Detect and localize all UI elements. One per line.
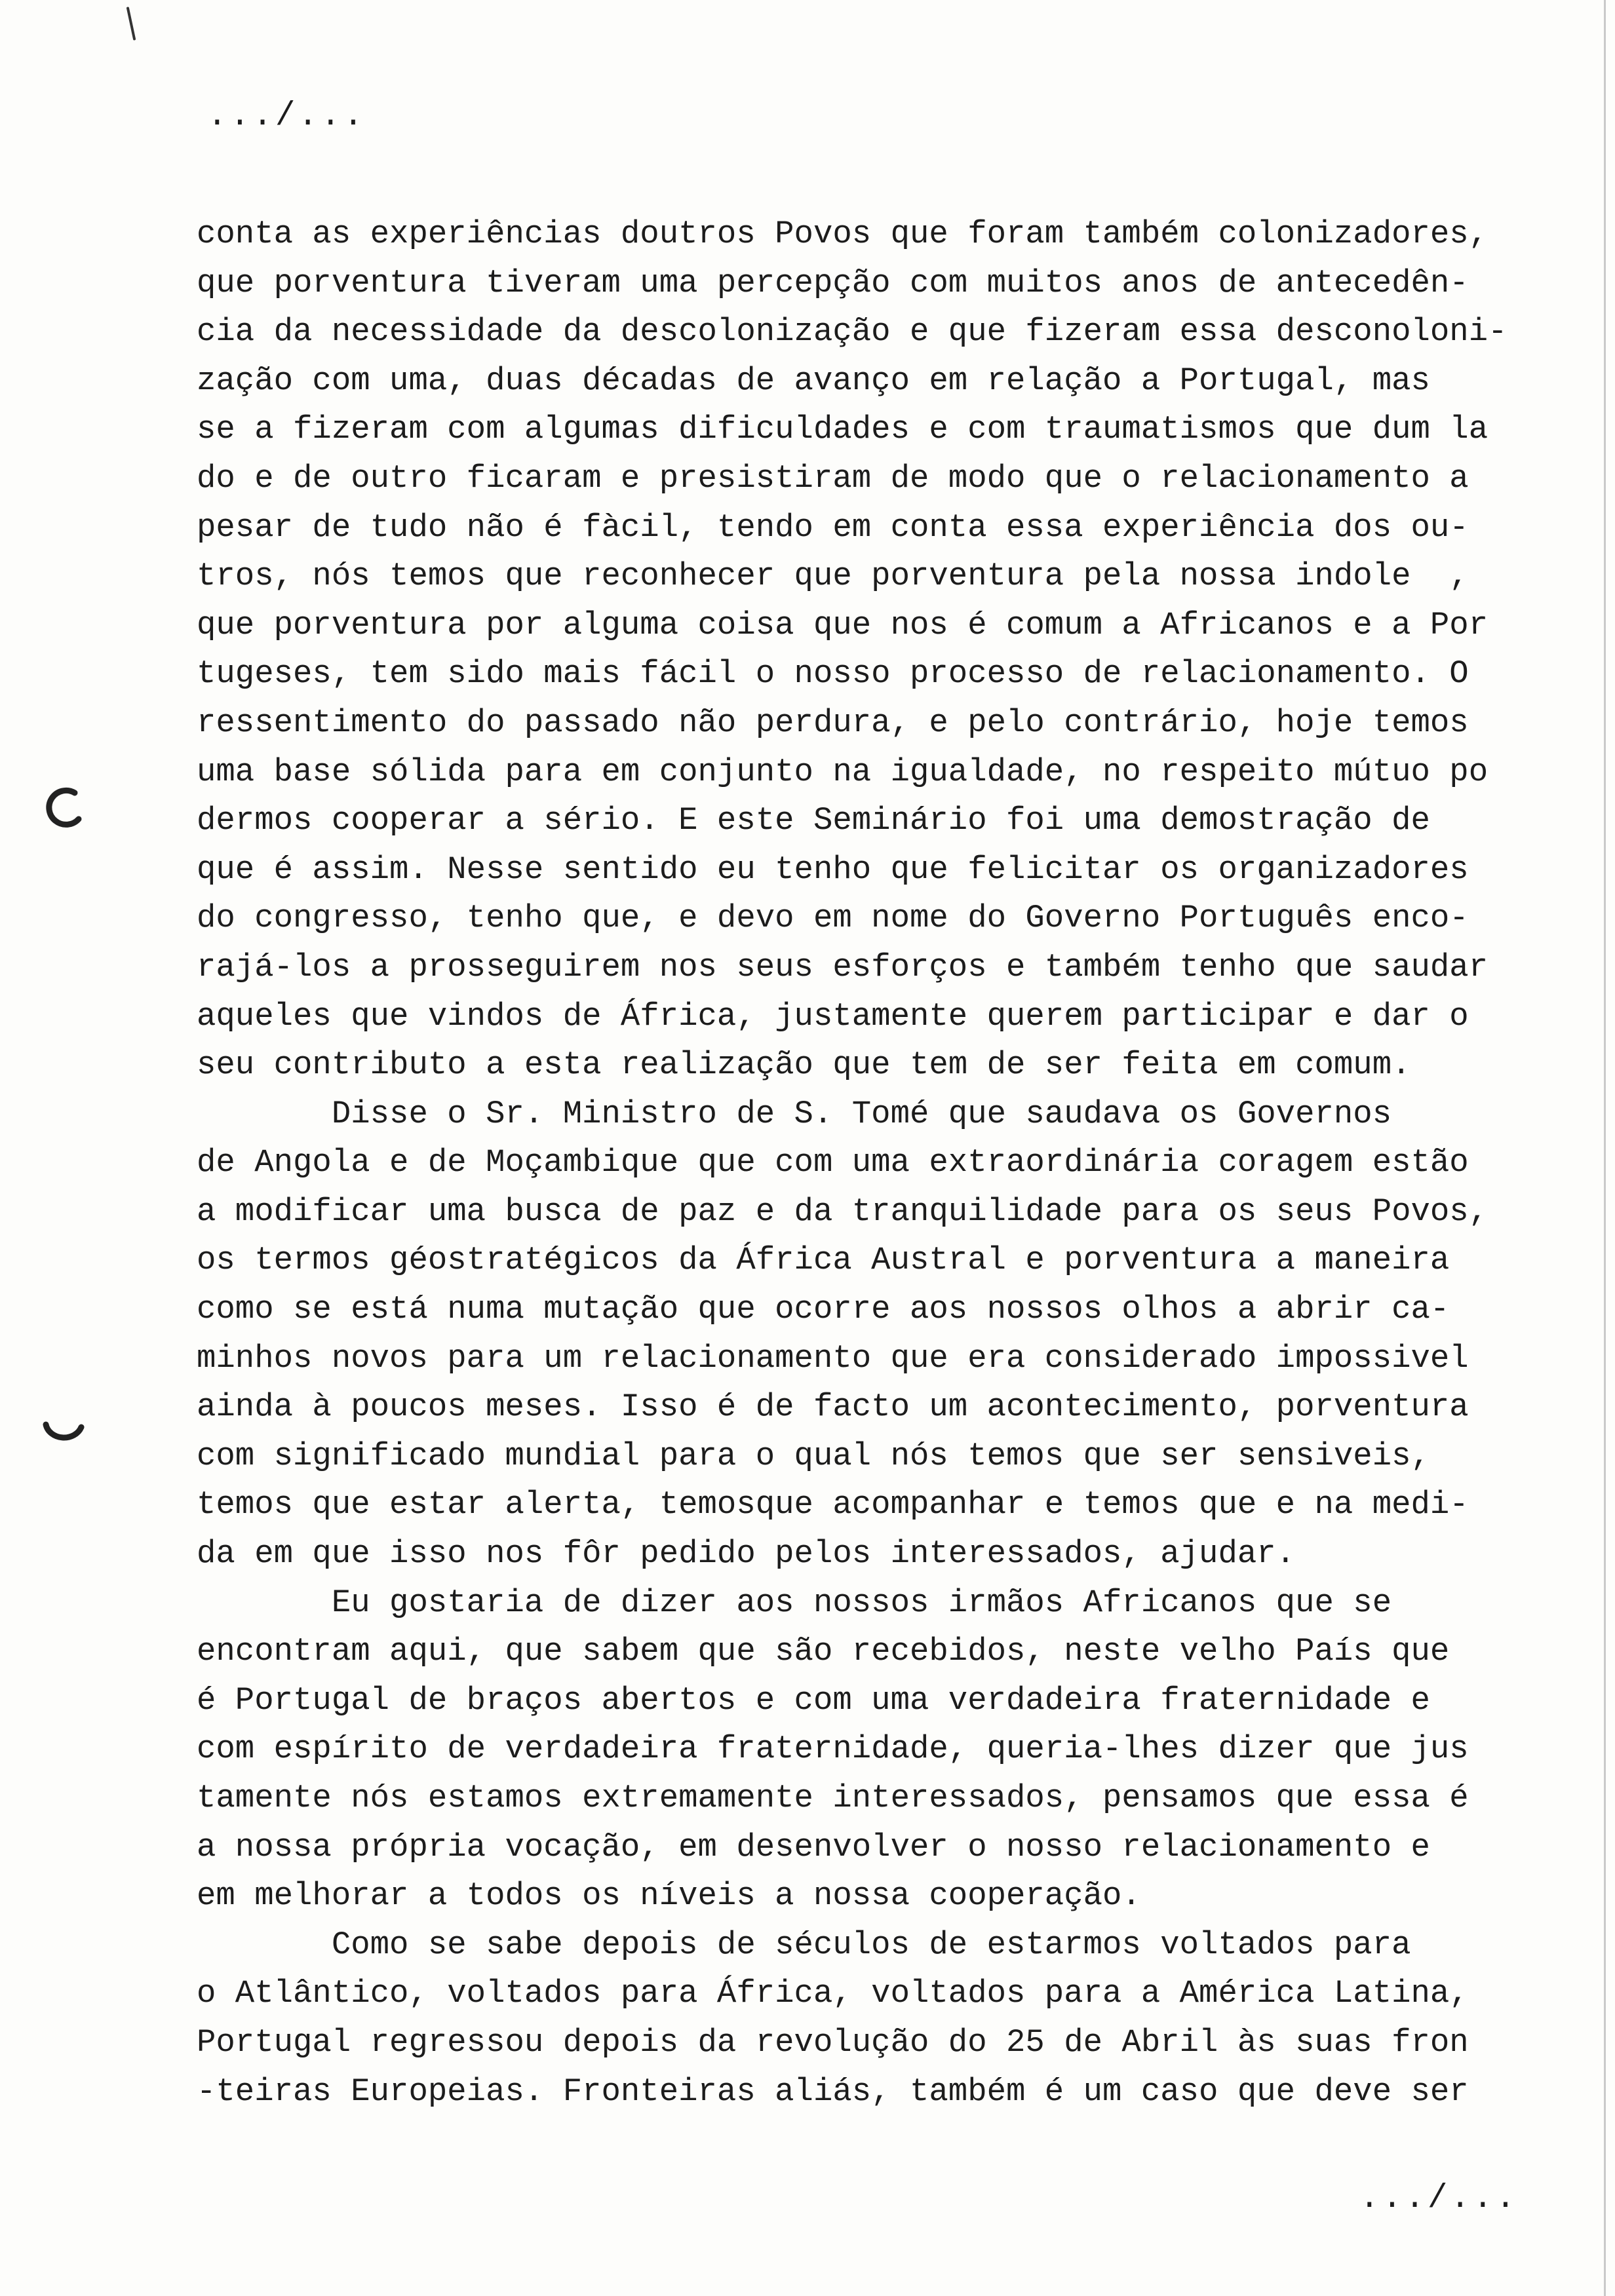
text-line: com espírito de verdadeira fraternidade, queria-lhes dizer que jus bbox=[197, 1731, 1469, 1768]
text-line: uma base sólida para em conjunto na igualdade, no respeito mútuo po bbox=[197, 753, 1489, 790]
text-line: cia da necessidade da descolonização e que fizeram essa desconoloni- bbox=[197, 313, 1508, 351]
text-line: do congresso, tenho que, e devo em nome do Governo Português enco- bbox=[197, 900, 1469, 937]
pen-tick-mark bbox=[126, 7, 136, 41]
text-line: se a fizeram com algumas dificuldades e com traumatismos que dum la bbox=[197, 411, 1489, 448]
text-line: em melhorar a todos os níveis a nossa cooperação. bbox=[197, 1877, 1141, 1915]
text-line: rajá-los a prosseguirem nos seus esforços e também tenho que saudar bbox=[197, 948, 1489, 985]
text-line: o Atlântico, voltados para África, voltados para a América Latina, bbox=[197, 1975, 1469, 2012]
text-line: que porventura tiveram uma percepção com muitos anos de antecedên- bbox=[197, 264, 1469, 301]
text-line: temos que estar alerta, temosque acompanhar e temos que e na medi- bbox=[197, 1486, 1469, 1523]
text-line: Portugal regressou depois da revolução do 25 de Abril às suas fron bbox=[197, 2023, 1469, 2061]
text-line: é Portugal de braços abertos e com uma verdadeira fraternidade e bbox=[197, 1681, 1430, 1719]
text-line: aqueles que vindos de África, justamente querem participar e dar o bbox=[197, 997, 1469, 1035]
text-line: ressentimento do passado não perdura, e pelo contrário, hoje temos bbox=[197, 704, 1469, 741]
text-line: a nossa própria vocação, em desenvolver o nosso relacionamento e bbox=[197, 1828, 1430, 1866]
page-edge-line bbox=[1604, 0, 1606, 2296]
text-line: pesar de tudo não é fàcil, tendo em conta essa experiência dos ou- bbox=[197, 508, 1469, 546]
text-line: tros, nós temos que reconhecer que porventura pela nossa indole , bbox=[197, 558, 1469, 595]
text-line: de Angola e de Moçambique que com uma extraordinária coragem estão bbox=[197, 1144, 1469, 1181]
text-line: como se está numa mutação que ocorre aos nossos olhos a abrir ca- bbox=[197, 1291, 1450, 1328]
text-line: conta as experiências doutros Povos que foram também colonizadores, bbox=[197, 216, 1489, 252]
text-line: que é assim. Nesse sentido eu tenho que felicitar os organizadores bbox=[197, 851, 1469, 888]
text-line: Eu gostaria de dizer aos nossos irmãos Africanos que se bbox=[197, 1584, 1392, 1621]
continuation-mark-top: .../... bbox=[207, 98, 366, 135]
text-line: encontram aqui, que sabem que são recebidos, neste velho País que bbox=[197, 1633, 1450, 1670]
text-line: do e de outro ficaram e presistiram de modo que o relacionamento a bbox=[197, 459, 1469, 497]
text-line: ainda à poucos meses. Isso é de facto um acontecimento, porventura bbox=[197, 1388, 1469, 1426]
text-line: seu contributo a esta realização que tem de ser feita em comum. bbox=[197, 1046, 1411, 1084]
text-line: zação com uma, duas décadas de avanço em relação a Portugal, mas bbox=[197, 362, 1430, 399]
text-line: minhos novos para um relacionamento que era considerado impossivel bbox=[197, 1339, 1469, 1377]
text-line: Como se sabe depois de séculos de estarmos voltados para bbox=[197, 1926, 1411, 1963]
body-text bbox=[197, 210, 1527, 2116]
punch-hole-mark-upper bbox=[41, 785, 87, 831]
text-line: com significado mundial para o qual nós temos que ser sensiveis, bbox=[197, 1437, 1430, 1474]
text-line: Disse o Sr. Ministro de S. Tomé que saudava os Governos bbox=[197, 1095, 1392, 1132]
text-line: os termos géostratégicos da África Austral e porventura a maneira bbox=[197, 1242, 1450, 1279]
text-line: dermos cooperar a sério. E este Seminário foi uma demostração de bbox=[197, 802, 1430, 839]
text-line: tamente nós estamos extremamente interessados, pensamos que essa é bbox=[197, 1780, 1469, 1816]
text-line: que porventura por alguma coisa que nos é comum a Africanos e a Por bbox=[197, 606, 1489, 643]
text-line: tugeses, tem sido mais fácil o nosso processo de relacionamento. O bbox=[197, 655, 1469, 693]
text-line: -teiras Europeias. Fronteiras aliás, também é um caso que deve ser bbox=[197, 2073, 1469, 2110]
text-line: da em que isso nos fôr pedido pelos interessados, ajudar. bbox=[197, 1535, 1296, 1573]
continuation-mark-bottom: .../... bbox=[1359, 2180, 1519, 2217]
text-line: a modificar uma busca de paz e da tranquilidade para os seus Povos, bbox=[197, 1193, 1489, 1230]
punch-hole-mark-lower bbox=[41, 1410, 87, 1456]
